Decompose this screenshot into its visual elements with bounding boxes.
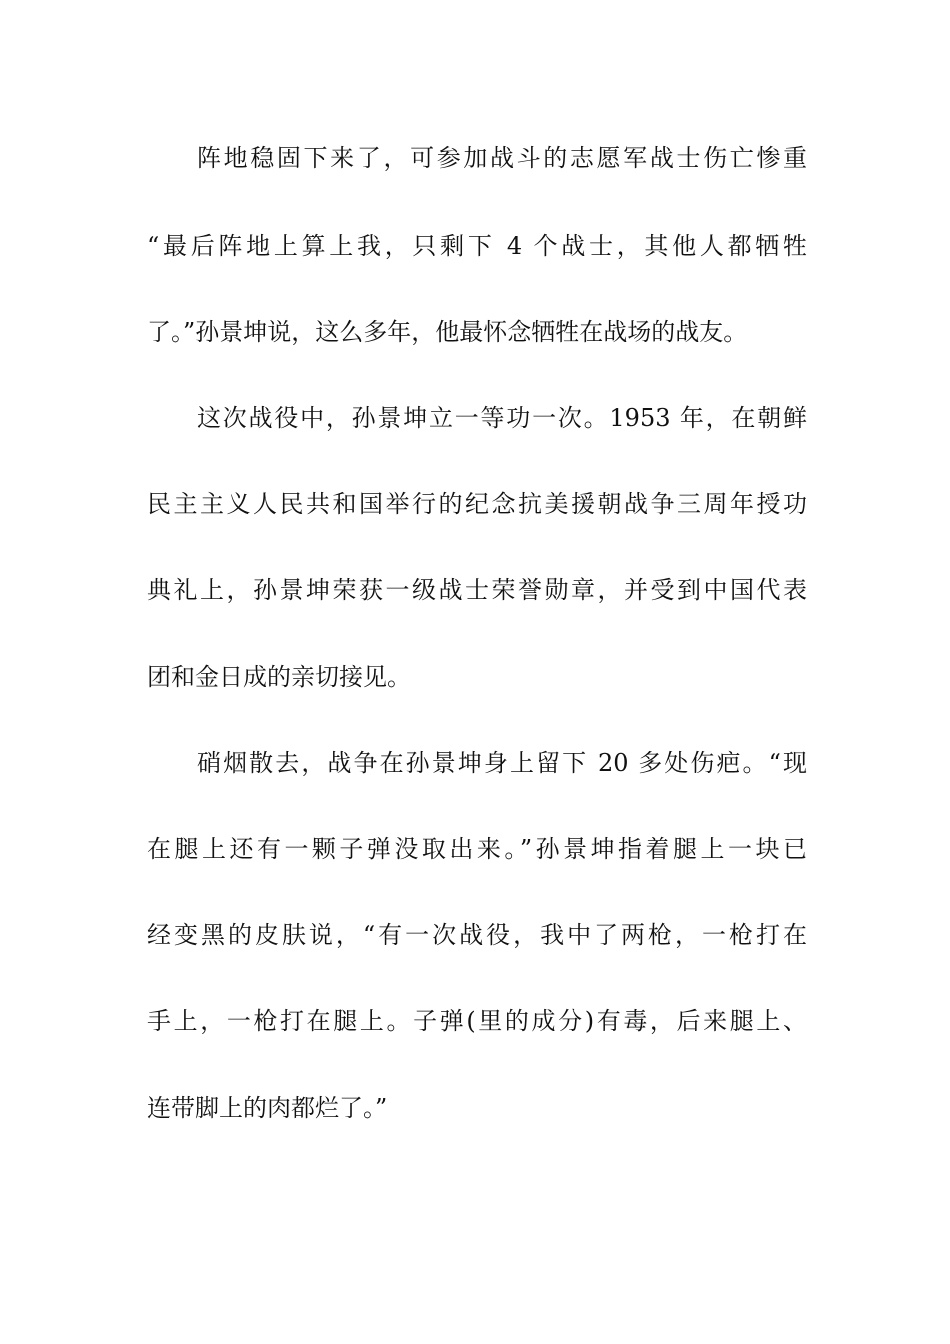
paragraph-3-line-3: 经变黑的皮肤说，“有一次战役，我中了两枪，一枪打在: [147, 921, 807, 949]
paragraph-2-line-4: 团和金日成的亲切接见。: [147, 663, 411, 691]
paragraph-1-line-1: 阵地稳固下来了，可参加战斗的志愿军战士伤亡惨重: [197, 144, 807, 172]
paragraph-2-line-1: 这次战役中，孙景坤立一等功一次。1953 年，在朝鲜: [197, 404, 807, 432]
paragraph-3-line-4: 手上，一枪打在腿上。子弹(里的成分)有毒，后来腿上、: [147, 1007, 807, 1035]
paragraph-3-line-2: 在腿上还有一颗子弹没取出来。”孙景坤指着腿上一块已: [147, 835, 807, 863]
paragraph-1-line-2: “最后阵地上算上我，只剩下 4 个战士，其他人都牺牲: [147, 232, 807, 260]
paragraph-1-line-3: 了。”孙景坤说，这么多年，他最怀念牺牲在战场的战友。: [147, 318, 748, 346]
paragraph-2-line-3: 典礼上，孙景坤荣获一级战士荣誉勋章，并受到中国代表: [147, 576, 807, 604]
paragraph-3-line-5: 连带脚上的肉都烂了。”: [147, 1094, 388, 1122]
paragraph-3-line-1: 硝烟散去，战争在孙景坤身上留下 20 多处伤疤。“现: [197, 749, 807, 777]
paragraph-2-line-2: 民主主义人民共和国举行的纪念抗美援朝战争三周年授功: [147, 490, 807, 518]
